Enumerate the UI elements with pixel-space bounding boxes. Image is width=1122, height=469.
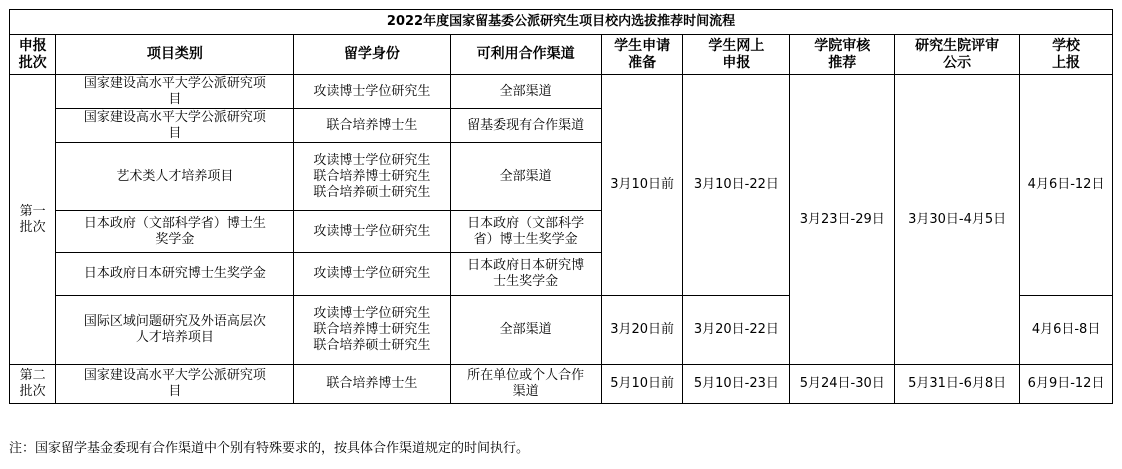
header-batch: 申报 批次 bbox=[10, 35, 56, 75]
header-online-apply: 学生网上 申报 bbox=[683, 35, 790, 75]
prep-date-b: 3月20日前 bbox=[601, 296, 683, 365]
category-cell: 国家建设高水平大学公派研究项 目 bbox=[56, 75, 294, 109]
header-channel: 可利用合作渠道 bbox=[450, 35, 601, 75]
identity-cell: 攻读博士学位研究生 bbox=[294, 253, 450, 296]
college-date: 5月24日-30日 bbox=[790, 365, 895, 404]
header-college-review: 学院审核 推荐 bbox=[790, 35, 895, 75]
identity-cell: 联合培养博士生 bbox=[294, 365, 450, 404]
online-date: 5月10日-23日 bbox=[683, 365, 790, 404]
table-title: 2022年度国家留基委公派研究生项目校内选拔推荐时间流程 bbox=[10, 10, 1113, 35]
header-student-prep: 学生申请 准备 bbox=[601, 35, 683, 75]
channel-cell: 留基委现有合作渠道 bbox=[450, 109, 601, 143]
channel-cell: 日本政府日本研究博 士生奖学金 bbox=[450, 253, 601, 296]
schedule-table bbox=[9, 9, 1113, 404]
header-grad-school-review: 研究生院评审 公示 bbox=[895, 35, 1020, 75]
category-cell: 日本政府（文部科学省）博士生 奖学金 bbox=[56, 211, 294, 253]
school-date-b: 4月6日-8日 bbox=[1020, 296, 1113, 365]
identity-cell: 联合培养博士生 bbox=[294, 109, 450, 143]
batch2-label: 第二 批次 bbox=[10, 365, 56, 404]
identity-cell: 攻读博士学位研究生 bbox=[294, 75, 450, 109]
channel-cell: 日本政府（文部科学 省）博士生奖学金 bbox=[450, 211, 601, 253]
category-cell: 国际区域问题研究及外语高层次 人才培养项目 bbox=[56, 296, 294, 365]
batch1-label: 第一 批次 bbox=[10, 75, 56, 365]
header-school-submit: 学校 上报 bbox=[1020, 35, 1113, 75]
channel-cell: 全部渠道 bbox=[450, 296, 601, 365]
school-date: 6月9日-12日 bbox=[1020, 365, 1113, 404]
grad-date: 3月30日-4月5日 bbox=[895, 75, 1020, 365]
prep-date-a: 3月10日前 bbox=[601, 75, 683, 296]
category-cell: 日本政府日本研究博士生奖学金 bbox=[56, 253, 294, 296]
grad-date: 5月31日-6月8日 bbox=[895, 365, 1020, 404]
identity-cell: 攻读博士学位研究生 联合培养博士研究生 联合培养硕士研究生 bbox=[294, 296, 450, 365]
category-cell: 艺术类人才培养项目 bbox=[56, 143, 294, 211]
college-date: 3月23日-29日 bbox=[790, 75, 895, 365]
identity-cell: 攻读博士学位研究生 联合培养博士研究生 联合培养硕士研究生 bbox=[294, 143, 450, 211]
channel-cell: 全部渠道 bbox=[450, 143, 601, 211]
identity-cell: 攻读博士学位研究生 bbox=[294, 211, 450, 253]
footnote: 注：国家留学基金委现有合作渠道中个别有特殊要求的，按具体合作渠道规定的时间执行。 bbox=[9, 441, 530, 456]
table-row bbox=[10, 365, 1113, 404]
header-category: 项目类别 bbox=[56, 35, 294, 75]
channel-cell: 所在单位或个人合作 渠道 bbox=[450, 365, 601, 404]
category-cell: 国家建设高水平大学公派研究项 目 bbox=[56, 365, 294, 404]
header-identity: 留学身份 bbox=[294, 35, 450, 75]
prep-date: 5月10日前 bbox=[601, 365, 683, 404]
online-date-b: 3月20日-22日 bbox=[683, 296, 790, 365]
channel-cell: 全部渠道 bbox=[450, 75, 601, 109]
school-date-a: 4月6日-12日 bbox=[1020, 75, 1113, 296]
category-cell: 国家建设高水平大学公派研究项 目 bbox=[56, 109, 294, 143]
online-date-a: 3月10日-22日 bbox=[683, 75, 790, 296]
table-row bbox=[10, 75, 1113, 109]
